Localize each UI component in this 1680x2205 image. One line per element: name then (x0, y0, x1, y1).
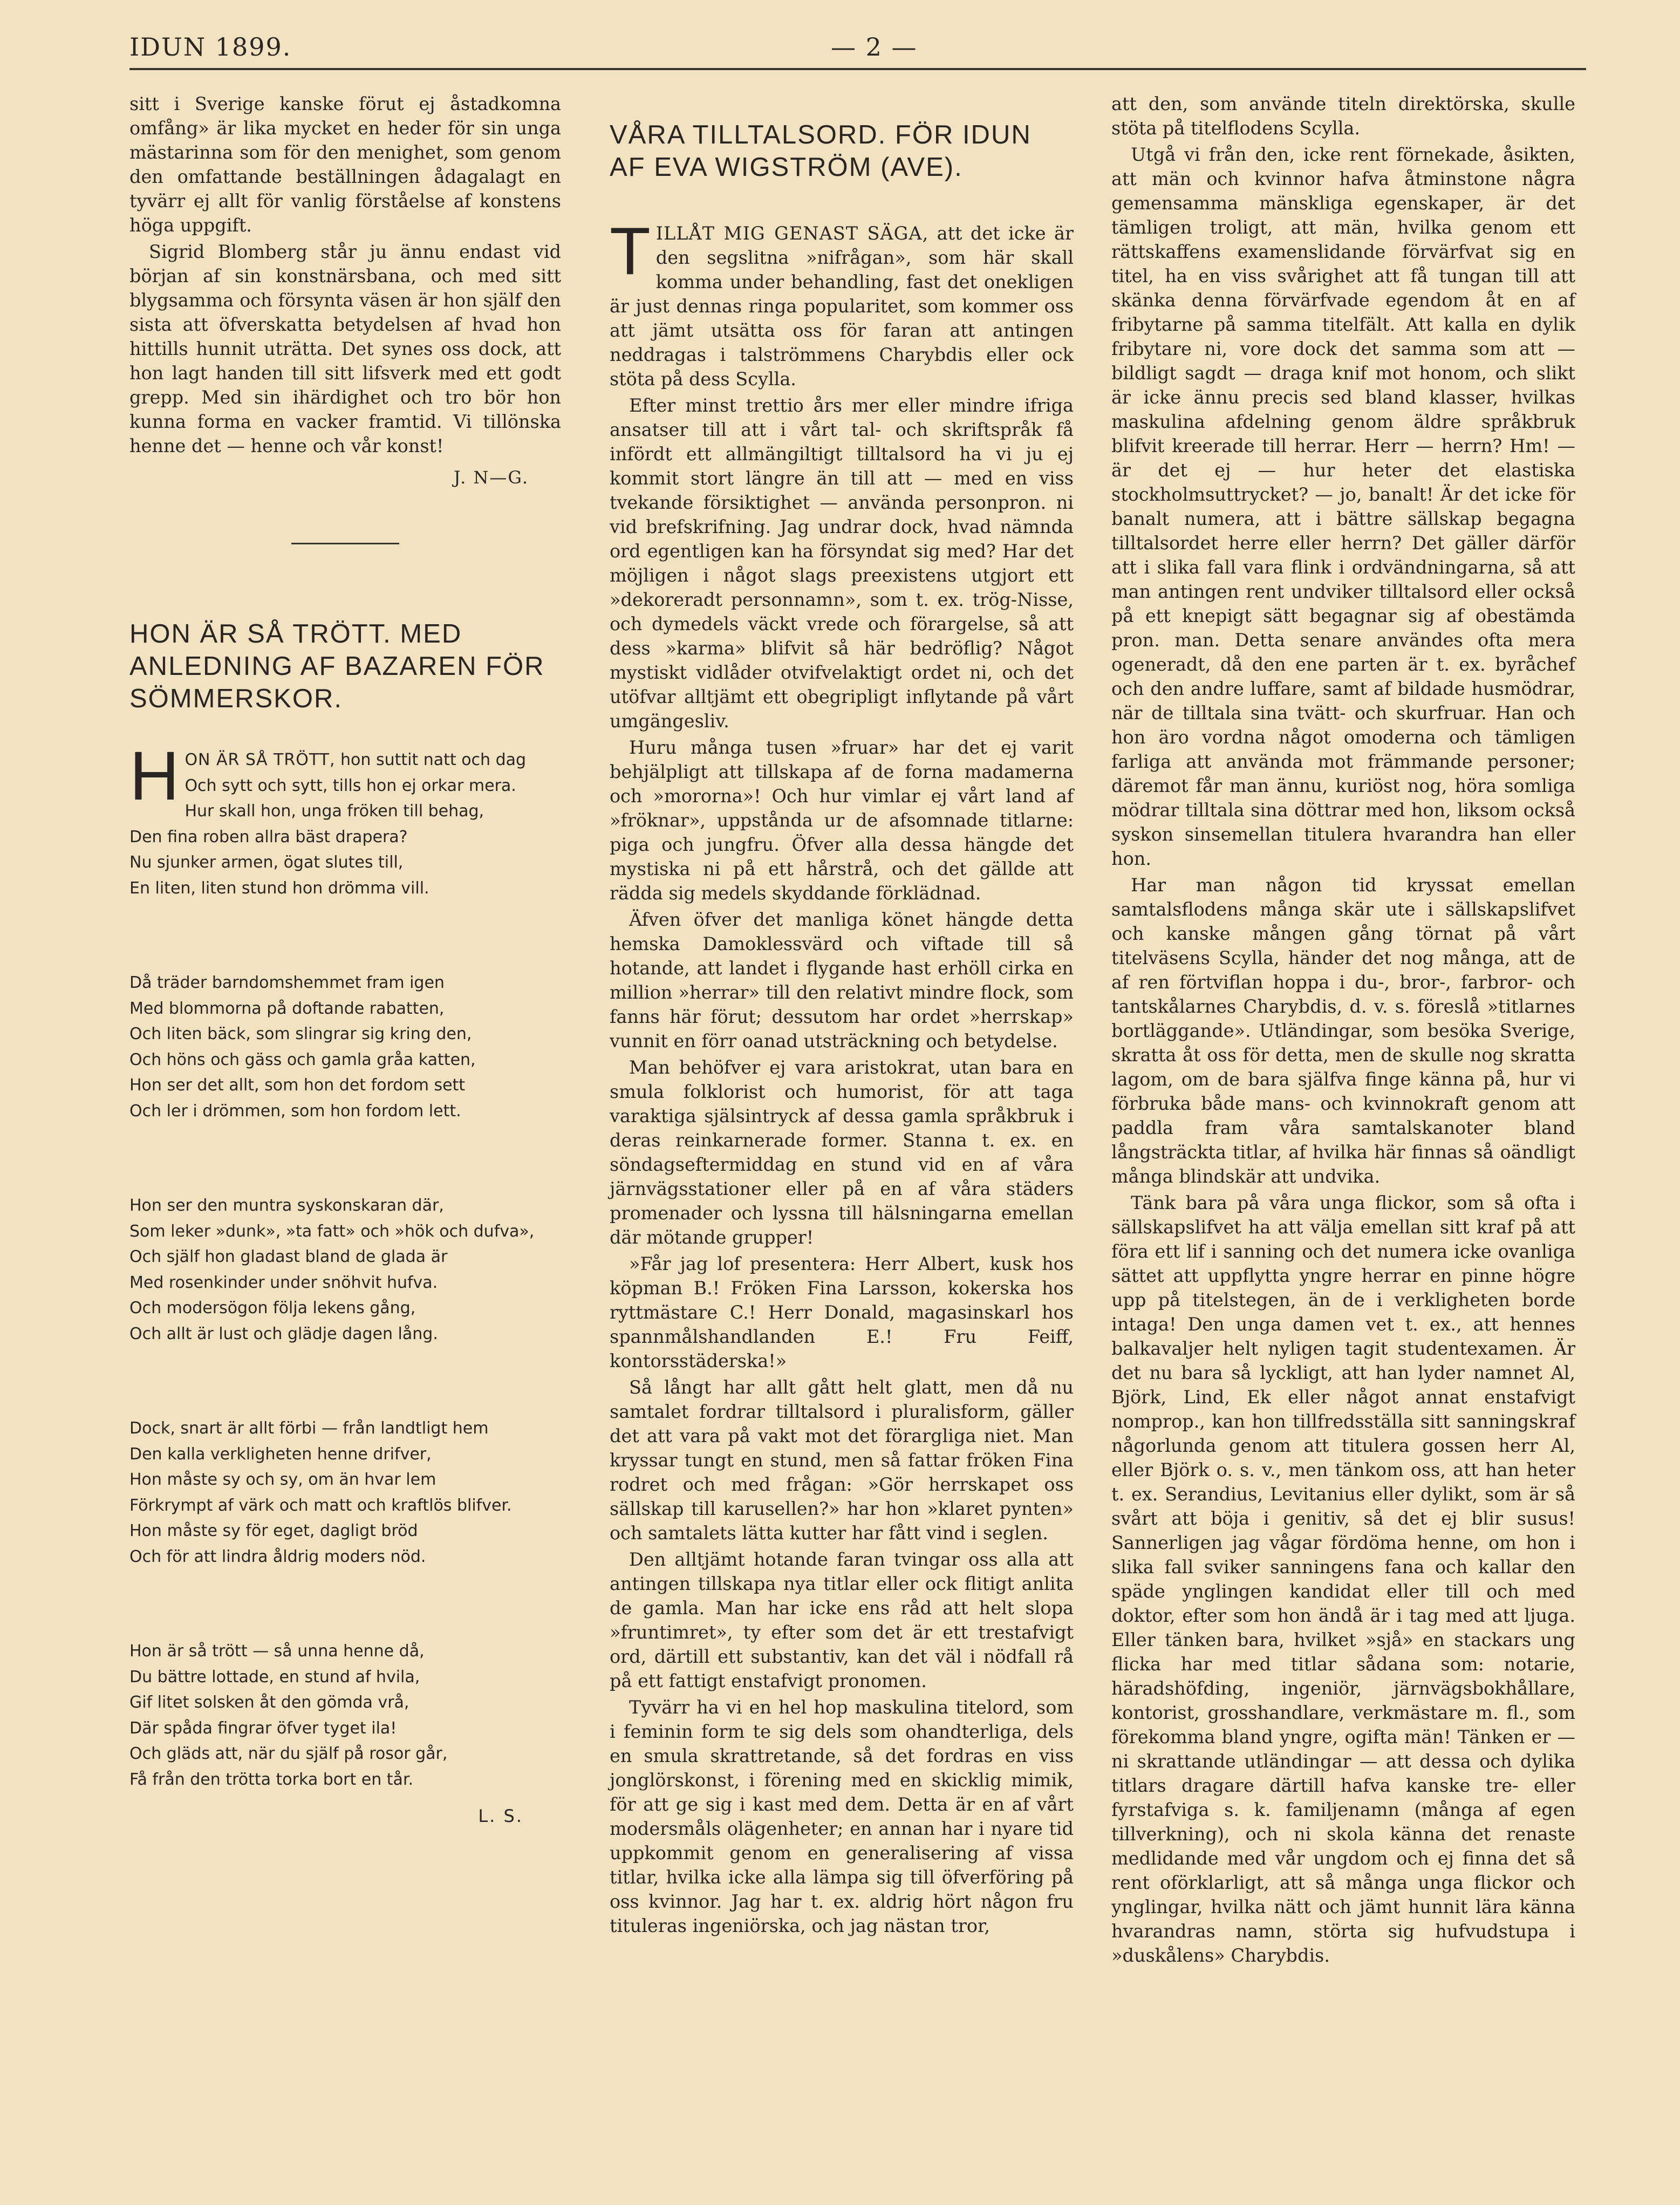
poem-line: Gif litet solsken åt den gömda vrå, (129, 1693, 409, 1712)
poem-line: Och sytt och sytt, tills hon ej orkar mera. (185, 776, 516, 795)
article-paragraph: Så långt har allt gått helt glatt, men då nu samtalet fordrar tilltalsord i pluralisform, gäller det att vara på vakt mot det förargliga niet. Man kryssar tungt en stund, men så fattar fröken Fina rodret och med frågan: »Gör herrskapet oss sällskap till karusellen?» har hon »klaret pynten» och samtalets lätta kutter har fått vind i seglen. (610, 1377, 1074, 1544)
article-paragraph: Äfven öfver det manliga könet hängde detta hemska Damoklessvärd och viftade till så hotande, att landet i flygande hast erhöll cirka en million »herrar» till den relativt mindre flock, som fanns här förut; dessutom har ordet »herrskap» vunnit en förr oanad utsträckning och betydelse. (610, 909, 1074, 1052)
poem-line: Den kalla verkligheten henne drifver, (129, 1444, 432, 1464)
article-paragraph: sitt i Sverige kanske förut ej åstadkomna omfång» är lika mycket en heder för sin unga mästarinna som för den menighet, som genom den omfattande beställningen ådagalagt en tyvärr ej allt för vanlig förståelse af konstens höga uppgift. (129, 93, 561, 236)
poem-line: Som leker »dunk», »ta fatt» och »hök och dufva», (129, 1221, 535, 1241)
poem-line: Och ler i drömmen, som hon fordom lett. (129, 1101, 461, 1121)
drop-cap: H (129, 747, 180, 815)
poem-stanza (129, 1416, 561, 1569)
poem-line: Och gläds att, när du själf på rosor går, (129, 1744, 448, 1763)
page-header (129, 28, 1586, 77)
poem-line: Och allt är lust och glädje dagen lång. (129, 1324, 438, 1343)
article-paragraph: Man behöfver ej vara aristokrat, utan bara en smula folklorist och humorist, för att taga varaktiga själsintryck af dessa gamla språkbruk i deras reinkarnerade former. Stanna t. ex. en söndagseftermiddag en stund vid en af våra järnvägsstationer eller på en af våra städers promenader och lyssna till hälsningarna emellan där mötande grupper! (610, 1057, 1074, 1248)
poem-signature: L. S. (478, 1806, 523, 1826)
poem-line (129, 747, 561, 773)
poem-line: En liten, liten stund hon drömma vill. (129, 878, 429, 898)
poem-stanza (129, 970, 561, 1124)
poem (129, 747, 561, 1828)
running-head: IDUN 1899. (129, 32, 292, 62)
article-paragraph (610, 214, 1074, 391)
poem-line: Då träder barndomshemmet fram igen (129, 973, 445, 992)
poem-line: Dock, snart är allt förbi — från landtligt hem (129, 1419, 489, 1438)
poem-title: HON ÄR SÅ TRÖTT. MED ANLEDNING AF BAZAREN FÖR SÖMMERSKOR. (129, 619, 545, 713)
poem-stanza (129, 1639, 561, 1792)
article-paragraph: Har man någon tid kryssat emellan samtalsflodens många skär ute i sällskapslifvet och kanske mången gång törnat på vårt titelväsens Scylla, händer det nog många, att de af ren förtviflan hoppa i du-, bror-, farbror- och tantskålarnes Charybdis, d. v. s. föreslå »titlarnes bortläggande». Utländingar, som besöka Sverige, skratta åt oss för detta, men de skulle nog skratta lagom, om de bara själfva finge känna på, hur vi förbruka både mans- och kvinnokraft genom att paddla fram våra samtalskanoter bland långsträckta titlar, af hvilka här finnas så oändligt många blindskär att undvika. (1111, 875, 1575, 1187)
article-paragraph: Den alltjämt hotande faran tvingar oss alla att antingen tillskapa nya titlar eller ock flitigt anlita de gamla. Man har icke ens råd att helt slopa »fruntimret», ty efter som det är ett trestafvigt ord, därtill ett substantiv, kan det väl i nödfall rå på ett fattigt enstafvigt pronomen. (610, 1549, 1074, 1691)
poem-line: Med blommorna på doftande rabatten, (129, 999, 445, 1018)
poem-line: Hon är så trött — så unna henne då, (129, 1642, 425, 1661)
header-rule (129, 68, 1586, 70)
poem-line: Med rosenkinder under snöhvit hufva. (129, 1273, 438, 1292)
poem-line: Och liten bäck, som slingrar sig kring den, (129, 1025, 472, 1043)
poem-line: Hon ser den muntra syskonskaran där, (129, 1196, 444, 1215)
drop-cap: T (610, 214, 651, 289)
poem-line: Och för att lindra åldrig moders nöd. (129, 1547, 426, 1566)
article-paragraph: Huru många tusen »fruar» har det ej varit behjälpligt att tillskapa af de forna madamerna och »mororna»! Och hur vimlar ej vårt land af »fröknar», uppstånda ur de afsomnade titlarne: piga och jungfru. Öfver alla dessa hängde det mystiska ni på ett hårstrå, och det gällde att rädda sig medels skyddande förklädnad. (610, 737, 1074, 904)
column-3 (1111, 92, 1575, 1970)
article-paragraph: att den, som använde titeln direktörska, skulle stöta på titelflodens Scylla. (1111, 93, 1575, 139)
poem-line: Få från den trötta torka bort en tår. (129, 1770, 414, 1789)
poem-line: Och själf hon gladast bland de glada är (129, 1247, 448, 1266)
poem-line: Hur skall hon, unga fröken till behag, (185, 802, 484, 821)
poem-line: Och höns och gäss och gamla gråa katten, (129, 1050, 476, 1069)
section-divider (291, 543, 399, 544)
article-paragraph: Tänk bara på våra unga flickor, som så ofta i sällskapslifvet ha att välja emellan sitt kraf på att föra ett lif i sanning och det numera icke ovanliga sättet att uppflytta yngre herrar en pinne högre upp på titelstegen, än de i verkligheten borde intaga! Den unga damen vet t. ex., att hennes balkavaljer helt nyligen tagit studentexamen. Är det nu bara så lyckligt, att han lyder namnet Al, Björk, Lind, Ek eller något annat enstafvigt nomprop., kan hon tillfredsställa sitt sanningskraf någorlunda genom att titulera gossen herr Al, eller Björk o. s. v., men tänkom oss, att han heter t. ex. Serandius, Levitanius eller dylikt, som är så svårt att böja i genitiv, så det ej blir susus! Sannerligen jag vågar fördöma henne, om hon i slika fall sviker sanningens fana och kallar den späde ynglingen kandidat eller till och med doktor, efter som hon ändå är i tag med att ljuga. Eller tänken bara, hvilket »sjå» en stackars ung flicka har med titlar sådana som: notarie, häradshöfding, ingeniör, järnvägsbokhållare, kontorist, grosshandlare, verkmästare m. fl., som förekomma bland yngre, ogifta män! Tänken er — ni skrattande utländingar — att dessa och dylika titlars dragare därtill hafva kanske tre- eller fyrstafviga s. k. familjenamn (många af egen tillverkning), och ni skola känna det renaste medlidande med vår ungdom och ej finna det så rent oförklarligt, att så många unga flickor och ynglingar, hvilka nätt och jämt hunnit lära känna hvarandras namn, störta sig hufvudstupa i »duskålens» Charybdis. (1111, 1192, 1575, 1966)
article-paragraph-text: att det icke är den segslitna »nifrågan», som här skall komma under behandling, fast det onekligen är just dennas ringa popularitet, som kommer oss att jämt utsätta oss för faran att antingen neddragas i talströmmens Charybdis eller ock stöta på dess Scylla. (610, 223, 1074, 390)
poem-line: Hon ser det allt, som hon det fordom sett (129, 1076, 466, 1095)
poem-line: Du bättre lottade, en stund af hvila, (129, 1667, 420, 1687)
poem-line: Den fina roben allra bäst drapera? (129, 827, 408, 846)
article-paragraph: Tyvärr ha vi en hel hop maskulina titelord, som i feminin form te sig dels som ohandterliga, dels en smula skrattretande, så det fordras en viss jonglörskonst, i förening med en skicklig mimik, för att ge sig i kast med dem. Detta är en af vårt modersmåls olägenheter; en annan har i nyare tid uppkommit genom en generalisering af vissa titlar, hvilka icke alla lämpa sig till öfverföring på oss kvinnor. Jag har t. ex. aldrig hört någon fru tituleras ingeniörska, och jag nästan tror, (610, 1697, 1074, 1936)
article-paragraph: »Får jag lof presentera: Herr Albert, kusk hos köpman B.! Fröken Fina Larsson, kokerska hos ryttmästare C.! Herr Donald, magasinskarl hos spannmålshandlanden E.! Fru Feiff, kontorsstäderska!» (610, 1253, 1074, 1371)
column-1 (129, 92, 561, 1828)
poem-line-text: hon suttit natt och dag (335, 750, 527, 769)
column-2 (610, 92, 1074, 1940)
poem-line: Hon måste sy för eget, dagligt bröd (129, 1521, 418, 1540)
poem-stanza (129, 1193, 561, 1347)
page-number: — 2 — (831, 32, 918, 62)
poem-line: Nu sjunker armen, ögat slutes till, (129, 853, 404, 872)
poem-line: Där spåda fingrar öfver tyget ila! (129, 1718, 397, 1738)
poem-stanza (129, 747, 561, 901)
article-paragraph: Sigrid Blomberg står ju ännu endast vid början af sin konstnärsbana, och med sitt blygsamma och försynta väsen är hon själf den sista att öfverskatta betydelsen af hvad hon hittills hunnit uträtta. Det synes oss dock, att hon lagt handen till sitt lifsverk med ett godt grepp. Med sin ihärdighet och tro bör hon kunna forma en vacker framtid. Vi tillönska henne det — henne och vår konst! (129, 241, 561, 456)
poem-line: Och modersögon följa lekens gång, (129, 1299, 416, 1317)
article-title: VÅRA TILLTALSORD. FÖR IDUN AF EVA WIGSTRÖM (AVE). (610, 120, 1032, 182)
poem-line: Hon måste sy och sy, om än hvar lem (129, 1470, 436, 1489)
article-paragraph: Utgå vi från den, icke rent förnekade, åsikten, att män och kvinnor hafva åtminstone några gemensamma mänskliga egenskaper, är det tämligen troligt, att män, hvilka genom ett rättskaffens examenslidande förvärfvat sig en titel, ha en viss svårighet att få tungan till att skänka denna förvärfvade egendom åt en af fribytarne på samma titelfält. Att kalla en dylik fribytare ni, vore dock det samma som att — bildligt sagdt — draga knif mot honom, och slikt är icke ännu precis sed bland klasser, hvilkas maskulina afdelning genom äldre språkbruk blifvit kreerade till herrar. Herr — herrn? Hm! — är det ej — hur heter det elastiska stockholmsuttrycket? — jo, banalt! Är det icke för banalt numera, att i bättre sällskap begagna tilltalsordet herre eller herrn? Det gäller därför att i slika fall vara flink i ordvändningarna, så att man antingen rent undviker tilltalsord eller också på ett knepigt sätt begagnar sig af obestämda pron. man. Detta senare användes ofta mera ogeneradt, då den ene parten är t. ex. byråchef och den andre luffare, samt af bildade husmödrar, när de tilltala sina tvätt- och skurfruar. Han och hon äro vordna något omoderna och tämligen farliga att använda mot främmande personer; däremot får man ännu, kuriöst nog, höra somliga mödrar tilltala sina döttrar med hon, liksom också syskon sinsemellan titulera hvarandra han eller hon. (1111, 144, 1575, 869)
article-paragraph: Efter minst trettio års mer eller mindre ifriga ansatser till att i vårt tal- och skriftspråk få infördt ett allmängiltigt tilltalsord ha vi ju ej kommit stort längre än till att — med en viss tvekande försiktighet — använda personpron. ni vid brefskrifning. Jag undrar dock, hvad nämnda ord egentligen kan ha försyndat sig med? Har det möjligen i något slags preexistens utgjort ett »dekoreradt personnamn», som t. ex. trög-Nisse, och dymedels väckt vrede och förargelse, så att dess »karma» blifvit så här bedröflig? Något mystiskt vidlåder otvifvelaktigt ordet ni, och det utöfvar alltjämt ett obegripligt inflytande på vårt umgängesliv. (610, 395, 1074, 732)
poem-lead: ON ÄR SÅ TRÖTT, (185, 750, 336, 769)
author-signature: J. N—G. (453, 467, 529, 488)
poem-line: Förkrympt af värk och matt och kraftlös blifver. (129, 1496, 512, 1515)
article-lead: ILLÅT MIG GENAST SÄGA, (655, 223, 929, 244)
